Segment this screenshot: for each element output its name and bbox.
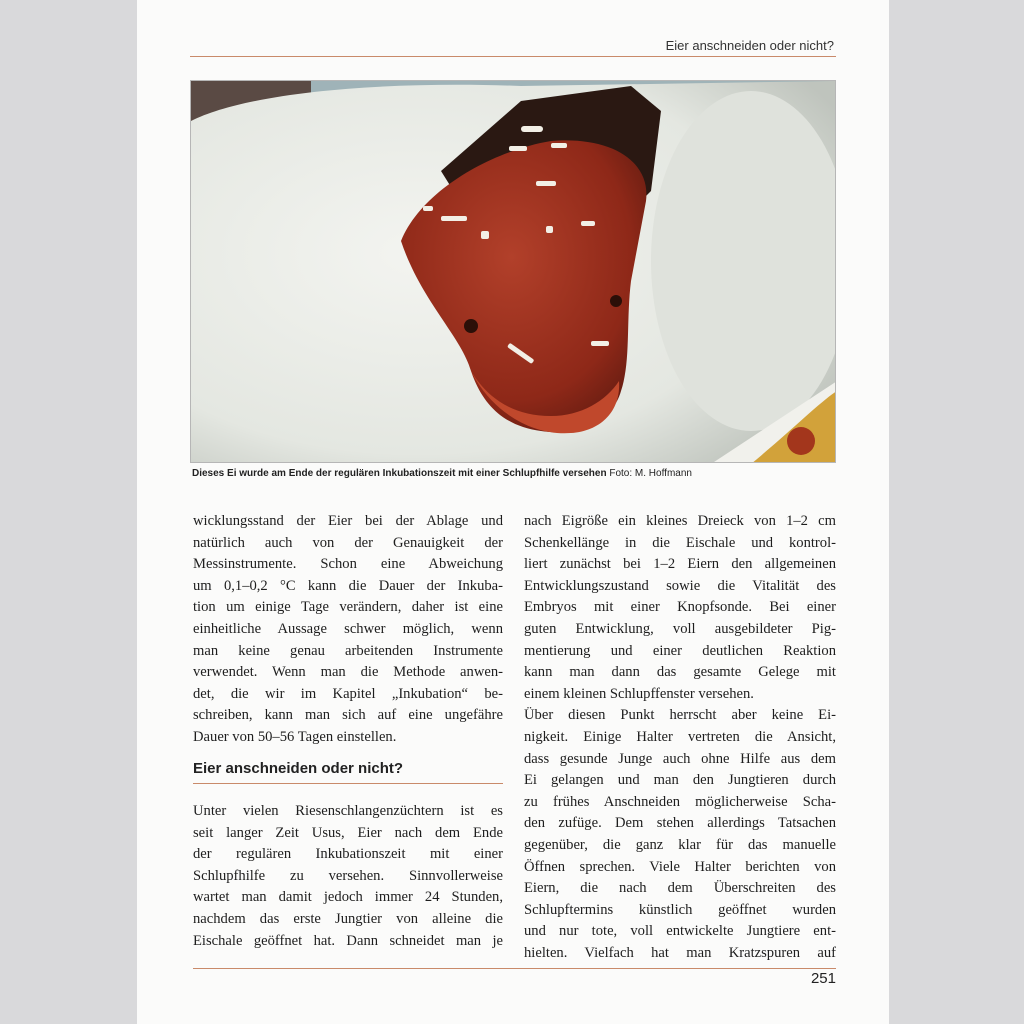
text-line: um 0,1–0,2 °C kann die Dauer der Inkuba- — [193, 577, 503, 594]
text-line: wartet man damit jedoch immer 24 Stunden, — [193, 889, 503, 906]
text-line: verwendet. Wenn man die Methode anwen- — [193, 664, 503, 681]
text-line: Eischale geöffnet hat. Dann schneidet man je — [193, 932, 503, 949]
left-column-section-paragraph — [193, 801, 503, 952]
text-line: zu frühes Anschneiden möglicherweise Scha- — [524, 793, 836, 810]
text-line: nachdem das erste Jungtier von alleine die — [193, 910, 503, 927]
text-line: nach Eigröße ein kleines Dreieck von 1–2 cm — [524, 513, 836, 529]
text-line: schreiben, kann man sich auf eine ungefähre — [193, 707, 503, 724]
text-line: Embryos mit einer Knopfsonde. Bei einer — [524, 599, 836, 616]
text-line: dass gesunde Junge auch ohne Hilfe aus dem — [524, 750, 836, 767]
text-line: Schenkellänge in die Eischale und kontrol- — [524, 534, 836, 551]
text-line: Über diesen Punkt herrscht aber keine Ei- — [524, 707, 836, 724]
text-line: Öffnen sprechen. Viele Halter berichten von — [524, 858, 836, 875]
text-line: liert zunächst bei 1–2 Eiern den allgemeinen — [524, 556, 836, 573]
section-heading: Eier anschneiden oder nicht? — [193, 760, 404, 777]
text-line: mentierung und einer deutlichen Reaktion — [524, 642, 836, 659]
text-line: man keine genau arbeitenden Instrumente — [193, 642, 503, 659]
text-line: einheitliche Aussage schwer möglich, wenn — [193, 620, 503, 637]
text-line: den zufüge. Dem stehen allerdings Tatsachen — [524, 815, 836, 832]
text-line: Unter vielen Riesenschlangenzüchtern ist es — [193, 803, 503, 819]
text-line: seit langer Zeit Usus, Eier nach dem Ende — [193, 824, 503, 841]
text-line: Entwicklungszustand sowie die Vitalität des — [524, 577, 836, 594]
photo-illustration — [191, 81, 836, 463]
text-line: und nur tote, voll entwickelte Jungtiere ent- — [524, 923, 836, 940]
text-line: wicklungsstand der Eier bei der Ablage und — [193, 513, 503, 529]
text-line: Ei gelangen und man den Jungtieren durch — [524, 772, 836, 789]
footer-rule — [193, 968, 836, 969]
right-column-paragraph — [524, 511, 836, 964]
text-line: kann man dann das gesamte Gelege mit — [524, 664, 836, 681]
text-line: einem kleinen Schlupffenster versehen. — [524, 685, 754, 702]
text-line: det, die wir im Kapitel „Inkubation“ be- — [193, 685, 503, 702]
text-line: hielten. Vielfach hat man Kratzspuren auf — [524, 944, 836, 961]
text-line: Schlupftermins künstlich geöffnet wurden — [524, 901, 836, 918]
header-rule — [190, 56, 836, 57]
text-line: tion um einige Tage verändern, daher ist eine — [193, 599, 503, 616]
page-number: 251 — [810, 970, 836, 987]
figure-caption — [192, 468, 852, 479]
text-line: nigkeit. Einige Halter vertreten die Ansicht, — [524, 728, 836, 745]
hatching-snake-photo — [190, 80, 836, 463]
text-line: Eiern, die nach dem Überschreiten des — [524, 880, 836, 897]
photo-credit: Foto: M. Hoffmann — [609, 468, 692, 479]
text-line: Schlupfhilfe zu versehen. Sinnvollerweise — [193, 867, 503, 884]
section-rule — [193, 783, 503, 784]
text-line: Messinstrumente. Schon eine Abweichung — [193, 556, 503, 573]
text-line: der regulären Inkubationszeit mit einer — [193, 846, 503, 863]
caption-text: Dieses Ei wurde am Ende der regulären Inkubationszeit mit einer Schlupfhilfe versehen — [192, 468, 607, 479]
text-line: Dauer von 50–56 Tagen einstellen. — [193, 728, 397, 745]
left-column-paragraph — [193, 511, 503, 749]
running-head: Eier anschneiden oder nicht? — [665, 38, 834, 53]
text-line: natürlich auch von der Genauigkeit der — [193, 534, 503, 551]
text-line: guten Entwicklung, voll ausgebildeter Pig- — [524, 620, 836, 637]
text-line: gegenüber, die ganz klar für das manuelle — [524, 836, 836, 853]
